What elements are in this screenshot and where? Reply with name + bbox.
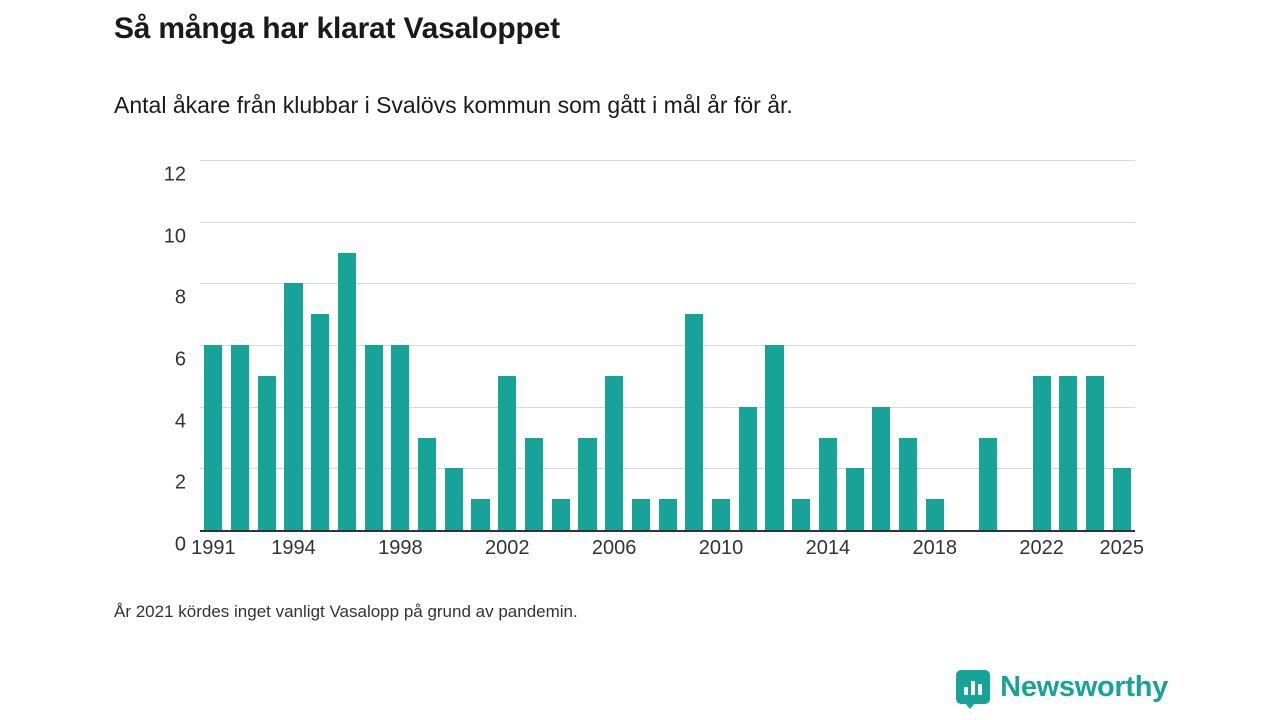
x-axis-tick: [761, 537, 788, 577]
x-axis-tick: [698, 537, 744, 577]
x-axis-tick: [440, 537, 467, 577]
bar-chart: [114, 145, 1144, 565]
bar[interactable]: [712, 499, 730, 530]
bar[interactable]: [819, 438, 837, 531]
bar[interactable]: [899, 438, 917, 531]
bar-slot: [521, 160, 548, 530]
bar[interactable]: [1033, 376, 1051, 530]
bar[interactable]: [418, 438, 436, 531]
bar-slot: [601, 160, 628, 530]
x-axis-tick: [414, 537, 441, 577]
bar-slot: [628, 160, 655, 530]
x-axis-tick: [805, 537, 851, 577]
bar[interactable]: [498, 376, 516, 530]
bar-series: [200, 160, 1135, 530]
bar-slot: [921, 160, 948, 530]
x-axis-tick-label: 2006: [591, 537, 637, 559]
bar[interactable]: [552, 499, 570, 530]
bar[interactable]: [659, 499, 677, 530]
x-axis-tick: [628, 537, 655, 577]
y-axis-tick-label: 10: [163, 225, 186, 248]
bar[interactable]: [1113, 468, 1131, 530]
bar-slot: [681, 160, 708, 530]
bar-slot: [815, 160, 842, 530]
x-axis-tick: [912, 537, 958, 577]
x-axis-tick-label: 1994: [271, 537, 316, 559]
bar-slot: [734, 160, 761, 530]
x-axis-line: [200, 530, 1135, 532]
bar[interactable]: [204, 345, 222, 530]
y-axis-tick-label: 0: [174, 533, 186, 556]
bar-slot: [387, 160, 414, 530]
x-axis-tick: [271, 537, 316, 577]
bar-slot: [253, 160, 280, 530]
bar-slot: [1108, 160, 1135, 530]
bar-slot: [1082, 160, 1109, 530]
x-axis-tick: [485, 537, 530, 577]
bar[interactable]: [926, 499, 944, 530]
page-title: Så många har klarat Vasaloppet: [114, 12, 560, 45]
bar-chart-icon: [956, 670, 990, 704]
bar-slot: [307, 160, 334, 530]
bar[interactable]: [846, 468, 864, 530]
bar-slot: [467, 160, 494, 530]
x-axis-tick: [841, 537, 868, 577]
bar[interactable]: [792, 499, 810, 530]
x-axis-tick: [1099, 537, 1145, 577]
y-axis-tick-label: 4: [174, 410, 186, 433]
bar[interactable]: [979, 438, 997, 531]
bar[interactable]: [311, 314, 329, 530]
x-axis-tick: [521, 537, 548, 577]
bar-slot: [440, 160, 467, 530]
bar-slot: [708, 160, 735, 530]
bar-slot: [334, 160, 361, 530]
bar[interactable]: [284, 283, 302, 530]
bar[interactable]: [1059, 376, 1077, 530]
x-axis-tick-label: 2018: [912, 537, 958, 559]
bar-slot: [975, 160, 1002, 530]
bar[interactable]: [578, 438, 596, 531]
bar-slot: [895, 160, 922, 530]
bar-slot: [841, 160, 868, 530]
y-axis-tick-label: 8: [174, 286, 186, 309]
bar[interactable]: [391, 345, 409, 530]
bar[interactable]: [258, 376, 276, 530]
chart-footnote: År 2021 kördes inget vanligt Vasalopp på grund av pandemin.: [114, 602, 578, 621]
bar[interactable]: [605, 376, 623, 530]
bar-slot: [494, 160, 521, 530]
bar[interactable]: [365, 345, 383, 530]
x-axis-tick: [654, 537, 681, 577]
brand-name: Newsworthy: [1000, 670, 1168, 703]
bar-slot: [761, 160, 788, 530]
x-axis-tick-label: 2025: [1099, 537, 1145, 559]
bar[interactable]: [471, 499, 489, 530]
y-axis-tick-label: 6: [174, 348, 186, 371]
bar-slot: [868, 160, 895, 530]
bar-slot: [654, 160, 681, 530]
x-axis-tick: [307, 537, 334, 577]
x-axis-tick: [948, 537, 975, 577]
bar[interactable]: [338, 253, 356, 531]
bar[interactable]: [445, 468, 463, 530]
x-axis-tick: [191, 537, 236, 577]
x-axis-tick-label: 2014: [805, 537, 851, 559]
bar[interactable]: [632, 499, 650, 530]
bar[interactable]: [685, 314, 703, 530]
x-axis-tick: [547, 537, 574, 577]
bar-slot: [227, 160, 254, 530]
plot-area: [200, 160, 1135, 530]
brand-logo: [956, 670, 1168, 704]
bar-slot: [1055, 160, 1082, 530]
x-axis-tick-label: 2010: [698, 537, 744, 559]
x-axis-tick: [734, 537, 761, 577]
x-axis-tick: [975, 537, 1002, 577]
x-axis-tick: [378, 537, 423, 577]
x-axis-tick: [868, 537, 895, 577]
bar-slot: [200, 160, 227, 530]
y-axis-tick-label: 2: [174, 471, 186, 494]
bar-slot: [280, 160, 307, 530]
x-axis-tick-label: 2002: [485, 537, 530, 559]
x-axis-tick: [1055, 537, 1082, 577]
y-axis-labels: [114, 160, 186, 556]
bar[interactable]: [739, 407, 757, 530]
x-axis-tick-label: 1998: [378, 537, 423, 559]
x-axis-tick: [227, 537, 254, 577]
x-axis-tick: [334, 537, 361, 577]
bar[interactable]: [1086, 376, 1104, 530]
bar-slot: [574, 160, 601, 530]
x-axis-tick: [1019, 537, 1064, 577]
bar-slot: [360, 160, 387, 530]
bar-slot: [948, 160, 975, 530]
bar-slot: [1028, 160, 1055, 530]
x-axis-tick: [591, 537, 637, 577]
page-subtitle: Antal åkare från klubbar i Svalövs kommun som gått i mål år för år.: [114, 92, 793, 118]
bar-slot: [414, 160, 441, 530]
bar-slot: [547, 160, 574, 530]
bar[interactable]: [231, 345, 249, 530]
bar[interactable]: [765, 345, 783, 530]
bar[interactable]: [525, 438, 543, 531]
x-axis-labels: [191, 537, 1145, 577]
bar[interactable]: [872, 407, 890, 530]
x-axis-tick-label: 2022: [1019, 537, 1064, 559]
x-axis-tick-label: 1991: [191, 537, 236, 559]
bar-slot: [1002, 160, 1029, 530]
bar-slot: [788, 160, 815, 530]
y-axis-tick-label: 12: [163, 163, 186, 186]
